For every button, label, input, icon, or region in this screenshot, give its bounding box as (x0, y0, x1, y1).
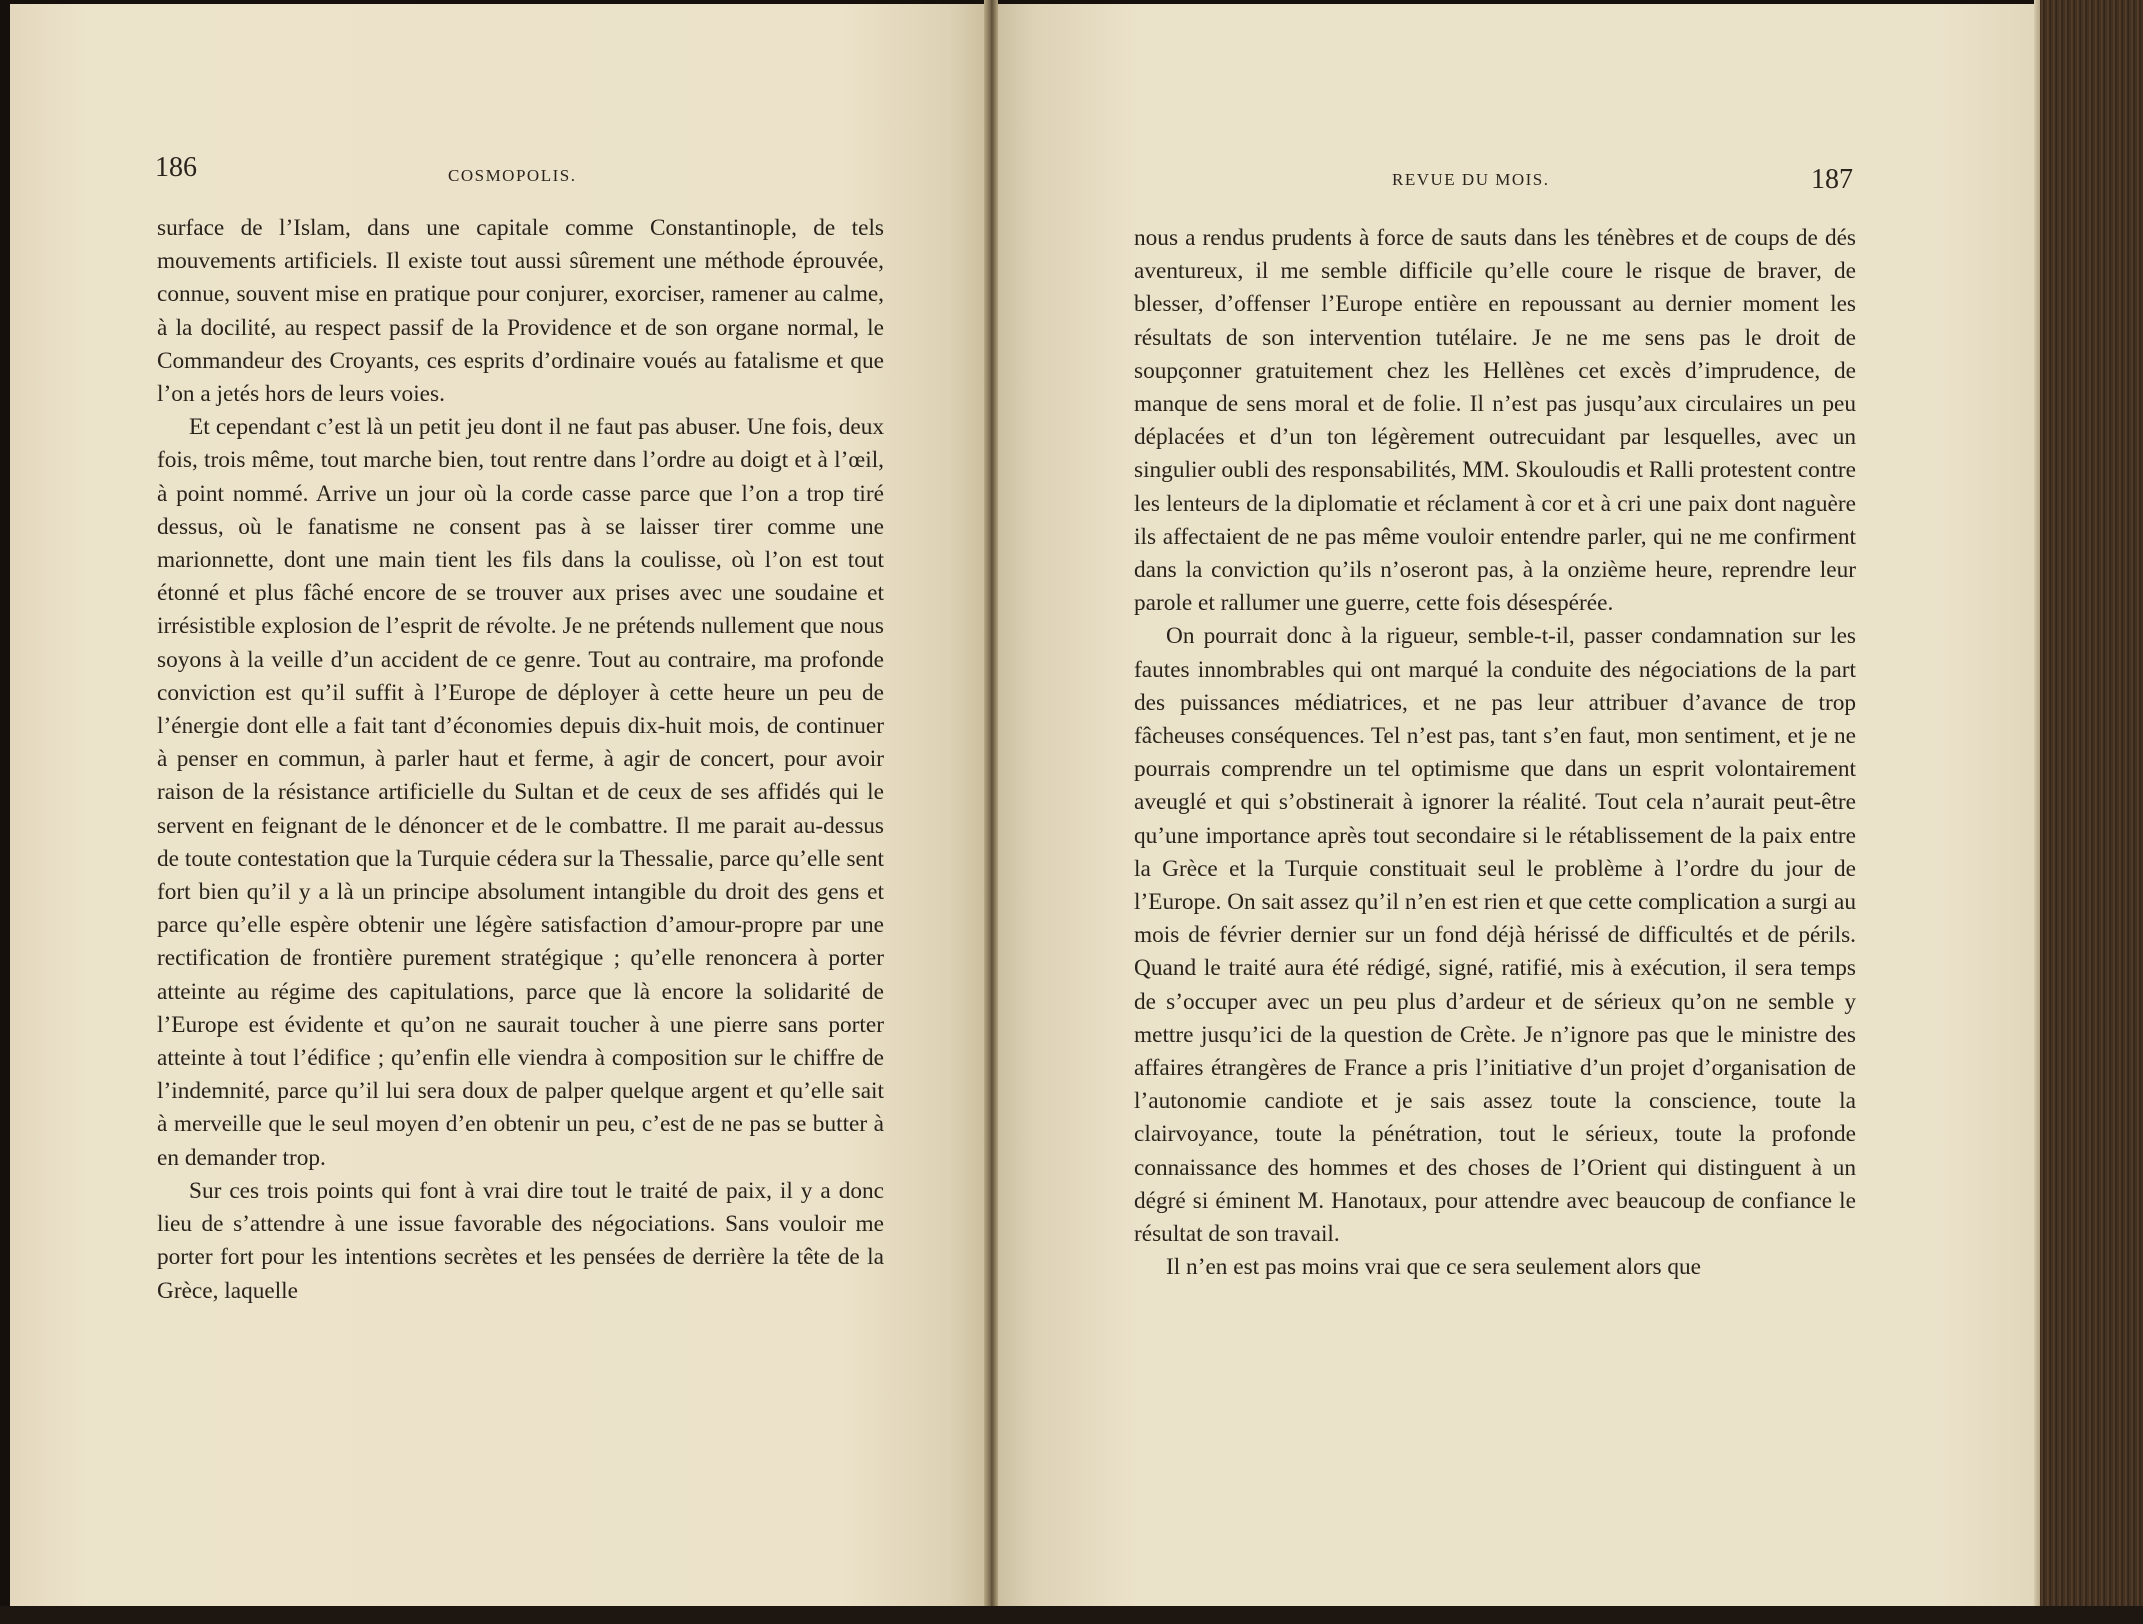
right-page-number: 187 (1811, 164, 1853, 195)
right-paragraph-3: Il n’en est pas moins vrai que ce sera seulement alors que (1166, 1254, 1701, 1281)
left-paragraph-1: surface de l’Islam, dans une capitale comme Constantinople, de tels mouvements artificiels. Il existe tout aussi sûrement une méthode éprouvée, connue, souvent mise en pratique pour conjurer, exorciser, ramener au calme, à la docilité, au respect passif de la Providence et de son organe normal, le Commandeur des Croyants, ces esprits d’ordinaire voués au fatalisme et que l’on a jetés hors de leurs voies. (157, 215, 884, 408)
left-paragraph-3: Sur ces trois points qui font à vrai dire tout le traité de paix, il y a donc lieu de s’attendre à une issue favorable des négociations. Sans vouloir me porter fort pour les intentions secrètes et les pensées de derrière la tête de la Grèce, laquelle (157, 1177, 884, 1304)
right-running-head: REVUE DU MOIS. (1392, 170, 1550, 189)
left-text-block (157, 212, 884, 1308)
left-page (10, 4, 990, 1620)
right-paragraph-2: On pourrait donc à la rigueur, semble-t-il, passer condamnation sur les fautes innombrables qui ont marqué la conduite des négociations de la part des puissances médiatrices, et ne pas leur attribuer d’avance de trop fâcheuses conséquences. Tel n’est pas, tant s’en faut, mon sentiment, et je ne pourrais comprendre un tel optimisme que dans un esprit volontairement aveuglé et qui s’obstinerait à ignorer la réalité. Tout cela n’aurait peut-être qu’une importance après tout secondaire si le rétablissement de la paix entre la Grèce et la Turquie constituait seul le problème à l’ordre du jour de l’Europe. On sait assez qu’il n’en est rien et que cette complication a surgi au mois de février dernier sur un fond déjà hérissé de difficultés et de périls. Quand le traité aura été rédigé, signé, ratifié, mis à exécution, il sera temps de s’occuper avec un peu plus d’ardeur et de sérieux qu’on ne semble y mettre jusqu’ici de la question de Crète. Je n’ignore pas que le ministre des affaires étrangères de France a pris l’initiative d’un projet d’organisation de l’autonomie candiote et je sais assez toute la conscience, toute la clairvoyance, toute la pénétration, tout le sérieux, toute la profonde connaissance des hommes et des choses de l’Orient qui distinguent à un dégré si éminent M. Hanotaux, pour attendre avec beaucoup de confiance le résultat de son travail. (1134, 623, 1856, 1248)
right-page (992, 4, 2042, 1620)
right-text-block (1134, 222, 1856, 1285)
book-gutter (984, 0, 998, 1624)
scan-bottom-edge (0, 1606, 2143, 1624)
book-fore-edge (2040, 0, 2143, 1624)
left-running-head: COSMOPOLIS. (448, 166, 577, 185)
right-paragraph-1: nous a rendus prudents à force de sauts dans les ténèbres et de coups de dés aventureux, il me semble difficile qu’elle coure le risque de braver, de blesser, d’offenser l’Europe entière en repoussant au dernier moment les résultats de son intervention tutélaire. Je ne me sens pas le droit de soupçonner gratuitement chez les Hellènes cet excès d’imprudence, de manque de sens moral et de folie. Il n’est pas jusqu’aux circulaires un peu déplacées et d’un ton légèrement outrecuidant par lesquelles, avec un singulier oubli des responsabilités, MM. Skouloudis et Ralli protestent contre les lenteurs de la diplomatie et réclament à cor et à cri une paix dont naguère ils affectaient de ne pas même vouloir entendre parler, qui ne me confirment dans la conviction qu’ils n’oseront pas, à la onzième heure, reprendre leur parole et rallumer une guerre, cette fois désespérée. (1134, 225, 1856, 617)
left-paragraph-2: Et cependant c’est là un petit jeu dont il ne faut pas abuser. Une fois, deux fois, trois même, tout marche bien, tout rentre dans l’ordre au doigt et à l’œil, à point nommé. Arrive un jour où la corde casse parce que l’on a trop tiré dessus, où le fanatisme ne consent pas à se laisser tirer comme une marionnette, dont une main tient les fils dans la coulisse, où l’on est tout étonné et plus fâché encore de se trouver aux prises avec une soudaine et irrésistible explosion de l’esprit de révolte. Je ne prétends nullement que nous soyons à la veille d’un accident de ce genre. Tout au contraire, ma profonde conviction est qu’il suffit à l’Europe de déployer à cette heure un peu de l’énergie dont elle a fait tant d’économies depuis dix-huit mois, de continuer à penser en commun, à parler haut et ferme, à agir de concert, pour avoir raison de la résistance artificielle du Sultan et de ceux de ses affidés qui le servent en feignant de le dénoncer et de le combattre. Il me parait au-dessus de toute contestation que la Turquie cédera sur la Thessalie, parce qu’elle sent fort bien qu’il y a là un principe absolument intangible du droit des gens et parce qu’elle espère obtenir une légère satisfaction d’amour-propre par une rectification de frontière purement stratégique ; qu’elle renoncera à porter atteinte au régime des capitulations, parce que là encore la solidarité de l’Europe est évidente et qu’on ne saurait toucher à une pierre sans porter atteinte à tout l’édifice ; qu’enfin elle viendra à composition sur le chiffre de l’indemnité, parce qu’il lui sera doux de palper quelque argent et qu’elle sait à merveille que le seul moyen d’en obtenir un peu, c’est de ne pas se butter à en demander trop. (157, 414, 884, 1171)
left-page-number: 186 (155, 152, 197, 183)
